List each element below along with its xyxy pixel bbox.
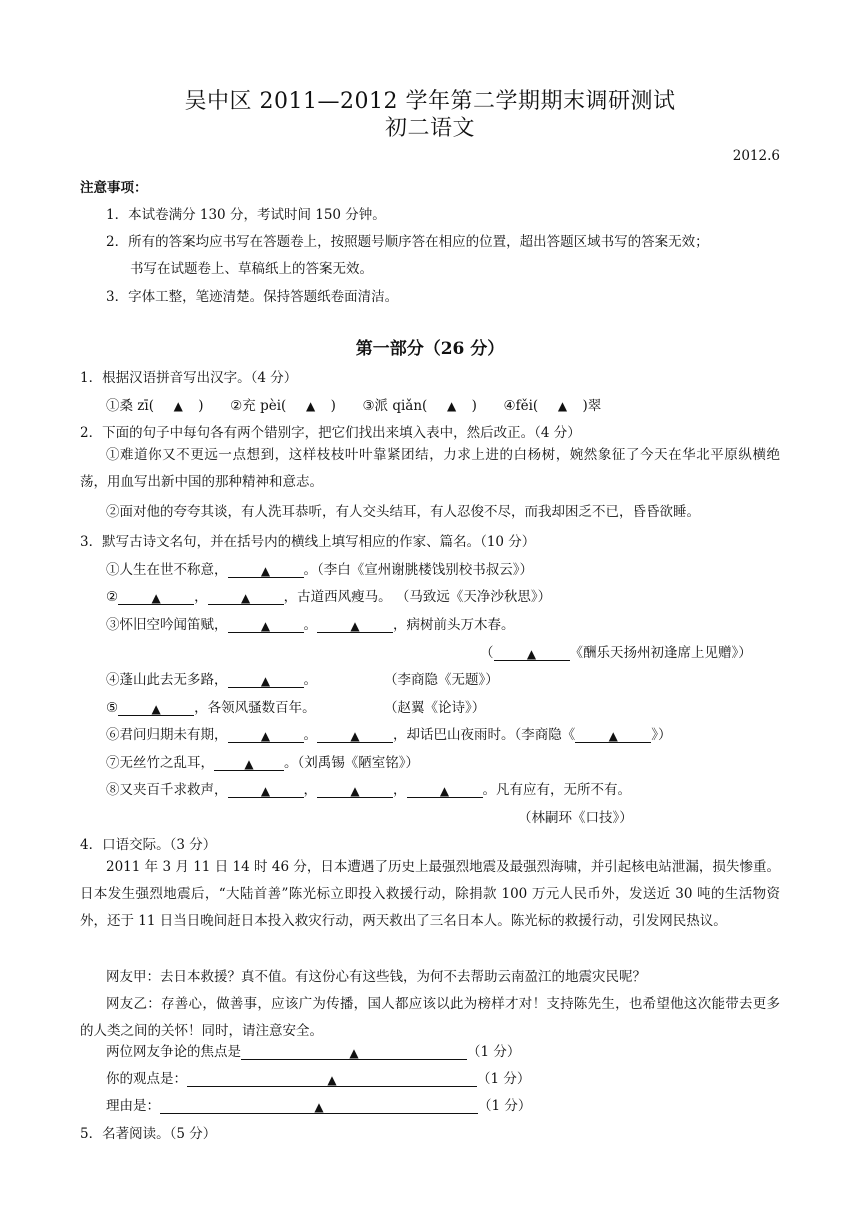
answer-blank[interactable]	[208, 588, 284, 605]
triangle-icon: ▲	[327, 1073, 337, 1087]
answer-blank[interactable]	[228, 781, 304, 798]
triangle-icon: ▲	[244, 757, 254, 771]
triangle-icon: ▲	[260, 729, 271, 743]
q3-line-3-source: （ ▲ 《酬乐天扬州初逢席上见赠》）	[480, 645, 752, 661]
triangle-icon[interactable]: ▲	[557, 399, 568, 413]
answer-blank[interactable]	[317, 726, 393, 743]
answer-blank[interactable]	[228, 561, 304, 578]
q4-answer-1: 两位网友争论的焦点是 ▲ （1 分）	[106, 1044, 521, 1060]
q3-line-4-source: （李商隐《无题》）	[384, 672, 499, 688]
q2-sentence-2: ②面对他的夸夸其谈，有人洗耳恭听，有人交头结耳，有人忍俊不尽，而我却困乏不已，昏昏欲睡。	[106, 504, 700, 520]
exam-subtitle: 初二语文	[384, 116, 475, 141]
q2-stem: 2．下面的句子中每句各有两个错别字，把它们找出来填入表中，然后改正。（4 分）	[80, 425, 581, 441]
q4-netizen-b: 网友乙：存善心，做善事，应该广为传播，国人都应该以此为榜样才对！支持陈先生，也希望他这次能带去更多的人类之间的关怀！同时，请注意安全。	[80, 996, 780, 1039]
notice-item-2-cont: 书写在试题卷上、草稿纸上的答案无效。	[130, 261, 373, 277]
q1-b-label: ②充 pèi(	[230, 398, 287, 414]
q1-stem: 1．根据汉语拼音写出汉字。（4 分）	[80, 370, 298, 386]
q1-answers: ①桑 zī( ▲ ) ②充 pèi( ▲ ) ③派 qiǎn( ▲ ) ④fěi( ▲ )翠	[106, 398, 602, 414]
q4-answer-2: 你的观点是： ▲ （1 分）	[106, 1071, 531, 1087]
notice-heading: 注意事项：	[80, 180, 148, 196]
triangle-icon: ▲	[260, 674, 271, 688]
answer-blank[interactable]	[228, 726, 304, 743]
q3-line-3: ③怀旧空吟闻笛赋， ▲ 。 ▲ ，病树前头万木春。	[106, 617, 515, 633]
notice-item-3: 3．字体工整，笔迹清楚。保持答题纸卷面清洁。	[106, 289, 399, 305]
q3-line-5: ⑤ ▲ ，各领风骚数百年。	[106, 700, 316, 716]
q4-netizen-a: 网友甲：去日本救援？真不值。有这份心有这些钱，为何不去帮助云南盈江的地震灾民呢？	[106, 969, 646, 985]
exam-date: 2012.6	[732, 148, 780, 164]
triangle-icon[interactable]: ▲	[173, 399, 183, 413]
triangle-icon: ▲	[350, 619, 360, 633]
q3-line-7: ⑦无丝竹之乱耳， ▲ 。（刘禹锡《陋室铭》）	[106, 755, 419, 771]
answer-blank[interactable]	[317, 616, 393, 633]
triangle-icon: ▲	[151, 702, 161, 716]
part1-heading: 第一部分（26 分）	[355, 339, 505, 359]
exam-title: 吴中区 2011—2012 学年第二学期期末调研测试	[184, 89, 676, 114]
notice-item-1: 1．本试卷满分 130 分，考试时间 150 分钟。	[106, 207, 386, 223]
triangle-icon: ▲	[608, 729, 618, 743]
answer-line[interactable]	[187, 1070, 477, 1087]
q1-a-label: ①桑 zī(	[106, 398, 154, 414]
answer-line[interactable]	[241, 1043, 467, 1060]
q4-answer-3: 理由是： ▲ （1 分）	[106, 1098, 532, 1114]
answer-blank[interactable]	[407, 781, 483, 798]
q4-stem: 4．口语交际。（3 分）	[80, 837, 217, 853]
triangle-icon: ▲	[260, 784, 271, 798]
q3-line-6: ⑥君问归期未有期， ▲ 。 ▲ ，却话巴山夜雨时。（李商隐《 ▲ 》）	[106, 727, 672, 743]
triangle-icon: ▲	[349, 1046, 359, 1060]
answer-blank[interactable]	[118, 699, 194, 716]
triangle-icon[interactable]: ▲	[305, 399, 316, 413]
notice-item-2: 2．所有的答案均应书写在答题卷上，按照题号顺序答在相应的位置，超出答题区域书写的答案无效；	[106, 234, 709, 250]
q3-line-5-source: （赵翼《论诗》）	[384, 700, 486, 716]
q3-line-2: ② ▲ ， ▲ ，古道西风瘦马。 （马致远《天净沙秋思》）	[106, 589, 552, 605]
triangle-icon: ▲	[350, 729, 360, 743]
q3-line-8: ⑧又夹百千求救声， ▲ ， ▲ ， ▲ 。凡有应有，无所不有。	[106, 782, 631, 798]
answer-blank[interactable]	[494, 644, 570, 661]
q3-stem: 3．默写古诗文名句，并在括号内的横线上填写相应的作家、篇名。（10 分）	[80, 534, 536, 550]
q5-stem: 5．名著阅读。（5 分）	[80, 1126, 217, 1142]
q3-line-8-source: （林嗣环《口技》）	[518, 810, 633, 826]
q3-line-1: ①人生在世不称意， ▲ 。（李白《宣州谢朓楼饯别校书叔云》）	[106, 562, 533, 578]
q2-sentence-1: ①难道你又不更远一点想到，这样枝枝叶叶靠紧团结，力求上进的白杨树，婉然象征了今天在华北平原纵横绝荡，用血写出新中国的那种精神和意志。	[80, 447, 780, 490]
triangle-icon: ▲	[240, 591, 251, 605]
answer-blank[interactable]	[575, 726, 651, 743]
q4-background: 2011 年 3 月 11 日 14 时 46 分，日本遭遇了历史上最强烈地震及最强烈海啸，并引起核电站泄漏，损失惨重。日本发生强烈地震后，“大陆首善”陈光标立即投入救援行动，除捐款 100 万元人民币外，发送近 30 吨的生活物资外，还于 11 日当日晚间赶日本投入救灾行动，两天救出了三名日本人。陈光标的救援行动，引发网民热议。	[80, 859, 780, 929]
q3-line-4: ④蓬山此去无多路， ▲ 。	[106, 672, 317, 688]
answer-blank[interactable]	[228, 616, 304, 633]
triangle-icon: ▲	[260, 619, 271, 633]
q1-c-label: ③派 qiǎn(	[362, 398, 428, 414]
triangle-icon: ▲	[526, 647, 537, 661]
answer-blank[interactable]	[228, 671, 304, 688]
triangle-icon: ▲	[314, 1100, 324, 1114]
answer-blank[interactable]	[214, 754, 284, 771]
triangle-icon: ▲	[260, 564, 271, 578]
triangle-icon: ▲	[439, 784, 450, 798]
answer-blank[interactable]	[317, 781, 393, 798]
answer-line[interactable]	[160, 1097, 478, 1114]
answer-blank[interactable]	[118, 588, 194, 605]
triangle-icon: ▲	[350, 784, 360, 798]
q1-d-label: ④fěi(	[503, 398, 539, 414]
triangle-icon[interactable]: ▲	[447, 399, 457, 413]
triangle-icon: ▲	[151, 591, 161, 605]
